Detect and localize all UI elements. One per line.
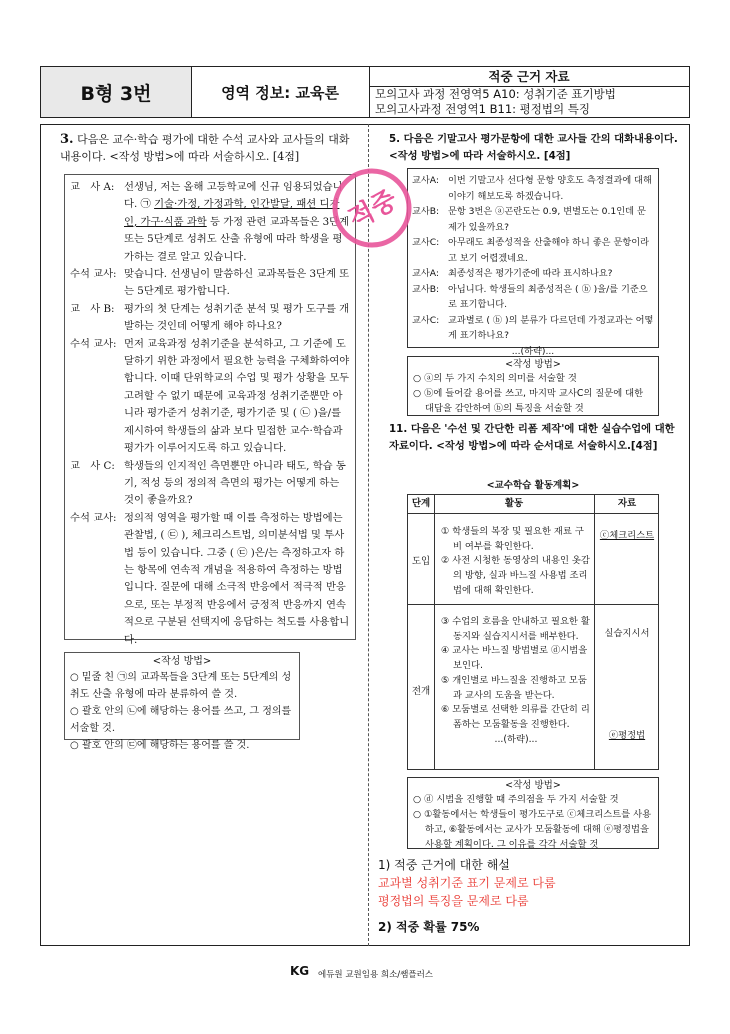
dialogue-line: [412, 204, 654, 235]
q11-prompt: 11. 다음은 '수선 및 간단한 리폼 제작'에 대한 실습수업에 대한 자료이다. <작성 방법>에 따라 순서대로 서술하시오.[4점]: [389, 423, 675, 452]
dev-activities: [441, 615, 591, 747]
plan-title: <교수학습 활동계획>: [486, 480, 580, 491]
line-text: 아닙니다. 학생들의 최종성적은 ( ⓑ )을/를 기준으로 표기합니다.: [448, 283, 648, 310]
intro-activities: [441, 525, 591, 599]
speaker: 교사B:: [412, 283, 440, 295]
speaker: 교 사 B:: [70, 302, 115, 315]
dialogue-line: [412, 266, 654, 282]
table-header-row: [408, 495, 658, 514]
stage-development: 전개: [411, 686, 431, 697]
dialogue-line: [412, 313, 654, 344]
conditions-title: <작성 방법>: [152, 656, 212, 667]
line-text: 학생들의 인지적인 측면뿐만 아니라 태도, 학습 동기, 적성 등의 정의적 측면의 평가는 어떻게 하는 것이 좋을까요?: [124, 459, 346, 507]
conditions-title: <작성 방법>: [505, 359, 561, 370]
line-text: 최종성적은 평가기준에 따라 표시하나요?: [448, 268, 613, 279]
dialogue-line: [70, 336, 350, 458]
speaker: 수석 교사:: [70, 511, 117, 524]
activity-item: ② 사전 시청한 동영상의 내용인 옷감의 방향, 실과 바느질 사용법 조리법에 대해 확인한다.: [441, 555, 590, 596]
speaker: 교사C:: [412, 237, 440, 248]
ellipsis: ...(하략)...: [511, 345, 555, 357]
q5-prompt: 5. 다음은 기말고사 평가문항에 대한 교사들 간의 대화내용이다. <작성 방법>에 따라 서술하시오. [4점]: [389, 133, 678, 162]
speaker: 교 사 A:: [70, 181, 115, 193]
q5-dialogue-box: [407, 168, 659, 357]
q5-conditions-box: [407, 356, 659, 416]
material-instruction-sheet: 실습지시서: [604, 628, 650, 639]
footer-text: 에듀원 교원임용 희소/쌤플러스: [318, 970, 434, 980]
condition-item: ○ 밑줄 친 ㉠의 교과목들을 3단계 또는 5단계의 성취도 산출 유형에 따라 분류하여 쓸 것.: [70, 672, 292, 700]
speaker: 교사B:: [412, 206, 440, 217]
condition-item: ○ 괄호 안의 ㉢에 해당하는 용어를 쓸 것.: [70, 740, 250, 751]
line-text: 이번 기말고사 선다형 문항 양호도 측정결과에 대해 이야기 해보도록 하겠습니다.: [448, 175, 652, 202]
q3-dialogue-box: [64, 174, 356, 646]
material-rating-scale: ⓔ평정법: [608, 730, 646, 741]
basis-heading: 1) 적중 근거에 대한 해설: [378, 858, 510, 872]
dialogue-line: [70, 510, 350, 649]
basis-red-line: 평정법의 특징을 문제로 다룸: [378, 894, 529, 908]
dialogue-line: [70, 301, 350, 336]
q3-number: 3.: [60, 132, 74, 147]
condition-item: ○ ⓓ 시범을 진행할 때 주의점을 두 가지 서술할 것: [413, 794, 619, 805]
basis-title: 적중 근거 자료: [369, 67, 689, 87]
dialogue-line: [412, 173, 654, 204]
condition-item: ○ ⓑ에 들어갈 용어를 쓰고, 마지막 교사C의 질문에 대한 대답을 감안하여 ⓑ의 특징을 서술할 것: [413, 388, 644, 414]
activity-plan-table: [407, 494, 659, 770]
stamp-text: 적중: [343, 184, 403, 235]
header-table: [40, 66, 690, 118]
condition-item: ○ ⓐ의 두 가지 수치의 의미를 서술할 것: [413, 373, 577, 384]
dialogue-line: [412, 282, 654, 313]
basis-explanation: [378, 856, 678, 936]
line-text: 문항 3번은 ⓐ곤란도는 0.9, 변별도는 0.1인데 문제가 있을까요?: [448, 206, 646, 233]
ellipsis: ...(하략)...: [494, 733, 538, 745]
header-stage: 단계: [411, 498, 431, 509]
speaker: 교사A:: [412, 175, 439, 186]
hit-stamp: [330, 166, 414, 250]
basis-line-1: 모의고사 과정 전영역5 A10: 성취기준 표기방법: [375, 87, 616, 101]
condition-item: ○ 괄호 안의 ㉡에 해당하는 용어를 쓰고, 그 정의를 서술할 것.: [70, 706, 292, 734]
activity-item: ③ 수업의 흐름을 안내하고 필요한 활동지와 실습지시서를 배부한다.: [441, 616, 590, 642]
line-text: 정의적 영역을 평가할 때 이를 측정하는 방법에는 관찰법, ( ㉢ ), 체크리스트법, 의미분석법 및 투사법 등이 있습니다. 그중 ( ㉢ )은/는 측정하고자 하는 항목에 연속적 개념을 적용하여 측정하는 방법입니다. 질문에 대해 소극적 반응에서 적극적 반응으로, 또는 부정적 반응에서 긍정적 반응까지 연속적으로 구분된 선택지에 응답하는 척도를 사용합니다.: [124, 511, 350, 646]
q3-conditions-box: [64, 652, 300, 751]
line-text: 교과별로 ( ⓑ )의 분류가 다르던데 가정교과는 어떻게 표기하나요?: [448, 314, 654, 341]
underlined-subjects: 기술·가정, 가정과학, 인간발달, 패션 디자인, 가구·식품 과학: [124, 198, 340, 228]
basis-cell: [369, 67, 689, 117]
kg-logo: KG: [290, 964, 310, 978]
q11-conditions-box: [407, 777, 659, 849]
speaker: 교사A:: [412, 268, 439, 279]
line-text: 아무래도 최종성적을 산출해야 하니 좋은 문항이라고 보기 어렵겠네요.: [448, 237, 649, 264]
activity-item: ① 학생들의 복장 및 필요한 재료 구비 여부를 확인한다.: [441, 526, 584, 552]
hit-rate: 2) 적중 확률 75%: [378, 920, 480, 934]
table-col-line: [594, 495, 595, 769]
line-text: 맞습니다. 선생님이 말씀하신 교과목들은 3단계 또는 5단계로 평가합니다.: [124, 268, 350, 298]
basis-line-2: 모의고사과정 전영역1 B11: 평정법의 특징: [375, 102, 590, 116]
q3-prompt: [60, 131, 360, 165]
activity-item: ⑥ 모둠별로 선택한 의류를 간단히 리폼하는 모둠활동을 진행한다.: [441, 704, 590, 730]
header-material: 자료: [617, 498, 637, 509]
line-text: 먼저 교육과정 성취기준을 분석하고, 그 기준에 도달하기 위한 과정에서 필요한 능력을 구체화하여야 합니다. 이때 단위학교의 수업 및 평가 상황을 모두 고려할 수 없기 때문에 교육과정 성취기준뿐만 아니라 평가준거 성취기준, 평가기준 및 ( ㉡ )을/를 제시하여 학생들의 삶과 보다 밀접한 교수·학습과 평가가 이루어지도록 하고 있습니다.: [124, 337, 350, 455]
activity-item: ④ 교사는 바느질 방법별로 ⓓ시범을 보인다.: [441, 645, 588, 672]
dialogue-line: [70, 266, 350, 301]
conditions-title: <작성 방법>: [505, 780, 561, 791]
dialogue-line: [412, 235, 654, 266]
area-info: 영역 정보: 교육론: [191, 67, 370, 117]
material-checklist: ⓒ체크리스트: [599, 530, 655, 541]
table-col-line: [434, 495, 435, 769]
line-text: 등 가정 관련 교과목들은 3단계 또는 5단계로 성취도 산출 유형에 따라 학생을 평가하는 결로 알고 있습니다.: [124, 215, 350, 263]
basis-red-line: 교과별 성취기준 표기 문제로 다룸: [378, 876, 556, 890]
footer: [290, 958, 490, 988]
problem-number: B형 3번: [41, 67, 192, 117]
speaker: 수석 교사:: [70, 268, 117, 281]
speaker: 수석 교사:: [70, 337, 117, 350]
dialogue-line: [70, 179, 350, 266]
speaker: 교 사 C:: [70, 459, 115, 472]
line-text: 평가의 첫 단계는 성취기준 분석 및 평가 도구를 개발하는 것인데 어떻게 해야 하나요?: [124, 302, 350, 333]
q3-prompt-text: 다음은 교수·학습 평가에 대한 수석 교사와 교사들의 대화 내용이다. <작성 방법>에 따라 서술하시오. [4점]: [60, 133, 350, 163]
line-text: 선생님, 저는 올해 고등학교에 신규 임용되었습니다. ㉠: [124, 181, 343, 211]
condition-item: ○ ①활동에서는 학생들이 평가도구로 ⓒ체크리스트를 사용하고, ⑥활동에서는 교사가 모둠활동에 대해 ⓔ평정법을 사용할 계획이다. 그 이유를 각각 서술할 것: [413, 809, 652, 850]
dialogue-line: [70, 458, 350, 510]
speaker: 교사C:: [412, 314, 440, 326]
header-activity: 활동: [504, 498, 524, 509]
activity-item: ⑤ 개인별로 바느질을 진행하고 모둠과 교사의 도움을 받는다.: [441, 674, 587, 701]
stage-intro: 도입: [411, 556, 431, 567]
table-row-line: [408, 604, 658, 605]
